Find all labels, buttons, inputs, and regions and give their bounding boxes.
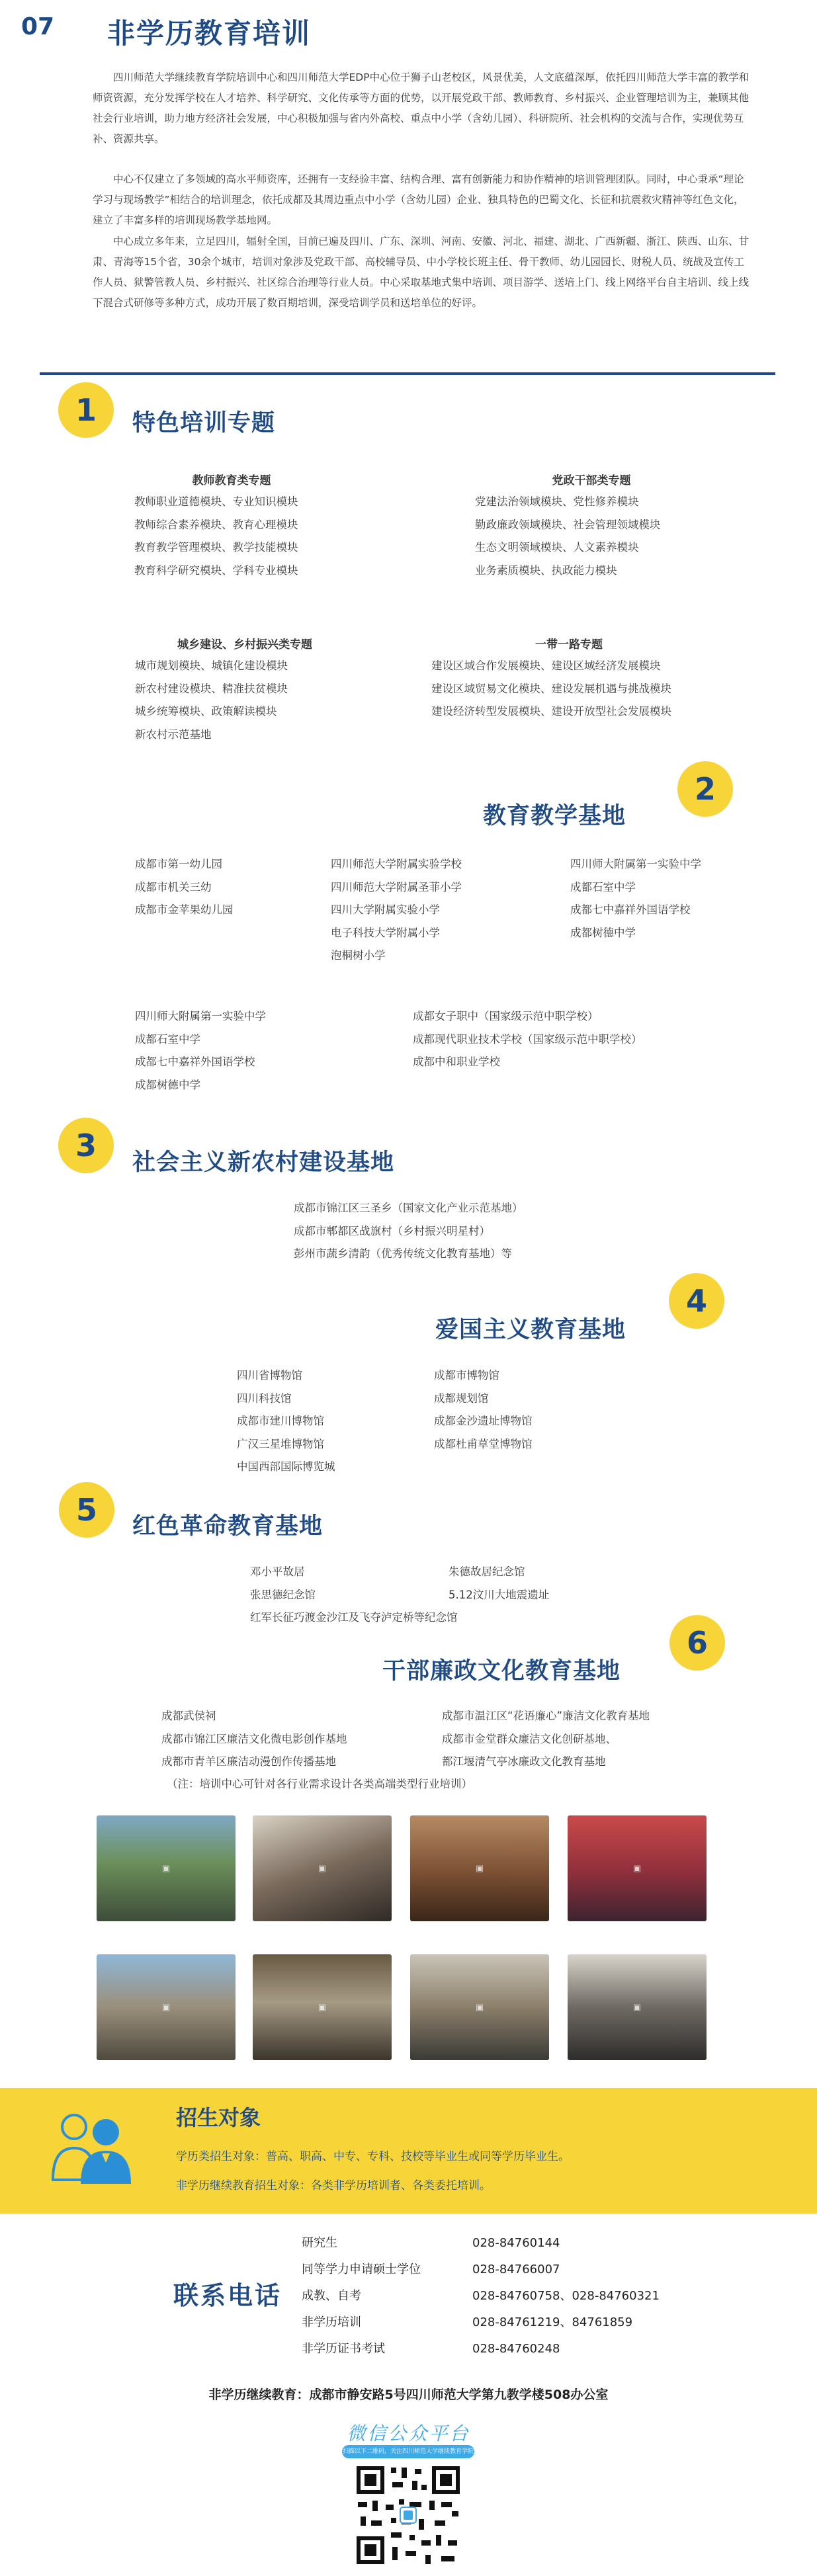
- students-icon: [46, 2107, 132, 2189]
- contact-row: [302, 2336, 660, 2362]
- contact-label: 非学历培训: [302, 2315, 361, 2329]
- list-item: 成都现代职业技术学校（国家级示范中职学校）: [413, 1032, 642, 1046]
- section-1-number-badge: 1: [58, 382, 114, 438]
- office-address: 非学历继续教育：成都市静安路5号四川师范大学第九教学楼508办公室: [208, 2388, 609, 2402]
- list-item: 成都市锦江区廉洁文化微电影创作基地: [161, 1732, 347, 1745]
- group-list-teacher-education: [134, 491, 298, 582]
- list-item: 成都石室中学: [135, 1032, 200, 1046]
- training-photo: [97, 1954, 236, 2060]
- section-3-number-badge: 3: [58, 1118, 114, 1173]
- list-item: 都江堰清气亭冰廉政文化教育基地: [442, 1755, 606, 1768]
- group-heading-party-cadre: 党政干部类专题: [552, 474, 631, 487]
- list-item: 成都市青羊区廉洁动漫创作传播基地: [161, 1755, 336, 1768]
- list-item: 党建法治领域模块、党性修养模块: [475, 495, 639, 508]
- photo-icon: ▣: [475, 2002, 484, 2013]
- list-item: 成都市金苹果幼儿园: [135, 903, 234, 916]
- list-item: 生态文明领域模块、人文素养模块: [475, 541, 639, 554]
- list-item: 勤政廉政领域模块、社会管理领域模块: [475, 518, 661, 531]
- list-item: 四川省博物馆: [237, 1369, 302, 1382]
- qr-code[interactable]: [353, 2462, 464, 2571]
- section-3-title: 社会主义新农村建设基地: [132, 1149, 395, 1176]
- training-note: （注：培训中心可针对各行业需求设计各类高端类型行业培训）: [167, 1778, 472, 1790]
- contact-row: [302, 2309, 660, 2336]
- list-item: 成都中和职业学校: [413, 1056, 500, 1068]
- list-item: 四川师范大学附属实验学校: [331, 858, 462, 870]
- intro-paragraph-3: 中心成立多年来，立足四川，辐射全国，目前已遍及四川、广东、深圳、河南、安徽、河北、福建、湖北、广西新疆、浙江、陕西、山东、甘肃、青海等15个省，30余个城市，培训对象涉及党政干部、高校辅导员、中小学校长班主任、骨干教师、幼儿园园长、财税人员、统战及宣传工作人员、狱警管教人员、乡村振兴、社区综合治理等行业人员。中心采取基地式集中培训、项目游学、送培上门、线上网络平台自主培训、线上线下混合式研修等多种方式，成功开展了数百期培训，深受培训学员和送培单位的好评。: [93, 235, 750, 309]
- page-title: 非学历教育培训: [107, 17, 312, 50]
- list-item: 成都规划馆: [434, 1392, 489, 1405]
- list-item: 成都女子职中（国家级示范中职学校）: [413, 1010, 599, 1022]
- contact-phone: 028-84760758、028-84760321: [472, 2289, 660, 2303]
- section-5-number-badge: 5: [59, 1482, 114, 1538]
- list-item: 建设经济转型发展模块、建设开放型社会发展模块: [431, 705, 671, 718]
- list-item: 泡桐树小学: [331, 949, 386, 962]
- list-item: 成都武侯祠: [161, 1710, 216, 1722]
- list-item: 四川师范大学附属圣菲小学: [331, 880, 462, 893]
- section-1-title: 特色培训专题: [132, 410, 276, 436]
- training-photo: [410, 1815, 549, 1921]
- list-item: 成都树德中学: [135, 1078, 200, 1091]
- list-item: 5.12汶川大地震遗址: [449, 1588, 550, 1601]
- wechat-title: 微信公众平台: [347, 2423, 470, 2444]
- enrollment-nondegree-line: 非学历继续教育招生对象：各类非学历培训者、各类委托培训。: [176, 2179, 491, 2192]
- base-list-patriotic-left: [237, 1364, 335, 1479]
- photo-icon: ▣: [161, 1863, 171, 1874]
- contact-label: 同等学力申请硕士学位: [302, 2263, 421, 2276]
- group-heading-belt-road: 一带一路专题: [535, 638, 603, 651]
- list-item: 成都树德中学: [570, 926, 636, 939]
- list-item: 新农村示范基地: [135, 727, 212, 741]
- contact-row: [302, 2230, 660, 2257]
- training-photo: [253, 1954, 392, 2060]
- list-item: 四川大学附属实验小学: [331, 903, 440, 916]
- section-2-title: 教育教学基地: [483, 803, 626, 829]
- section-4-number-badge: 4: [669, 1273, 724, 1329]
- photo-icon: ▣: [161, 2002, 171, 2013]
- base-list-patriotic-right: [434, 1364, 533, 1456]
- list-item: 教育科学研究模块、学科专业模块: [134, 563, 298, 577]
- list-item: 四川科技馆: [237, 1392, 292, 1405]
- group-list-urban-rural: [135, 655, 288, 746]
- list-item: 教师职业道德模块、专业知识模块: [134, 495, 298, 508]
- enrollment-title: 招生对象: [176, 2105, 261, 2130]
- training-photo: [568, 1815, 707, 1921]
- section-5-title: 红色革命教育基地: [132, 1513, 323, 1540]
- list-item: 成都市机关三幼: [135, 880, 212, 893]
- photo-icon: ▣: [632, 1863, 642, 1874]
- list-item: 成都市郫都区战旗村（乡村振兴明星村）: [294, 1224, 490, 1237]
- photo-icon: ▣: [318, 2002, 327, 2013]
- list-item: 成都市建川博物馆: [237, 1415, 324, 1427]
- base-list-new-countryside: [294, 1197, 523, 1266]
- contact-row: [302, 2257, 660, 2283]
- group-heading-teacher-education: 教师教育类专题: [192, 474, 271, 487]
- list-item: 新农村建设模块、精准扶贫模块: [135, 682, 288, 695]
- training-photo: [97, 1815, 236, 1921]
- list-item: 中国西部国际博览城: [237, 1460, 335, 1473]
- base-list-clean-gov-right: [442, 1705, 650, 1774]
- base-list-vocational-schools: [413, 1005, 642, 1074]
- contact-label: 研究生: [302, 2236, 337, 2250]
- list-item: 成都七中嘉祥外国语学校: [570, 903, 691, 916]
- list-item: 成都市金堂群众廉洁文化创研基地、: [442, 1732, 617, 1745]
- list-item: 成都市温江区“花语廉心”廉洁文化教育基地: [442, 1710, 650, 1722]
- photo-icon: ▣: [475, 1863, 484, 1874]
- list-item: 四川师大附属第一实验中学: [570, 858, 701, 870]
- list-item: 成都金沙遗址博物馆: [434, 1415, 533, 1427]
- list-item: 四川师大附属第一实验中学: [135, 1010, 266, 1022]
- photo-icon: ▣: [632, 2002, 642, 2013]
- list-item: 广汉三星堆博物馆: [237, 1437, 324, 1450]
- photo-icon: ▣: [318, 1863, 327, 1874]
- base-list-middle-schools-left: [135, 1005, 266, 1097]
- wechat-subtitle: 扫描以下二维码，关注四川师范大学继续教育学院: [342, 2445, 474, 2458]
- list-item: 成都七中嘉祥外国语学校: [135, 1056, 255, 1068]
- list-item: 建设区域合作发展模块、建设区域经济发展模块: [431, 659, 661, 672]
- contact-phone: 028-84761219、84761859: [472, 2315, 633, 2329]
- contact-phone: 028-84760248: [472, 2342, 560, 2356]
- list-item: 朱德故居纪念馆: [449, 1565, 525, 1578]
- group-heading-urban-rural: 城乡建设、乡村振兴类专题: [177, 638, 312, 651]
- contact-phone: 028-84760144: [472, 2236, 560, 2250]
- contact-row: [302, 2283, 660, 2309]
- base-list-red-right: [449, 1561, 549, 1606]
- base-list-clean-gov-left: [161, 1705, 347, 1774]
- intro-paragraph-2: 中心不仅建立了多领域的高水平师资库，还拥有一支经验丰富、结构合理、富有创新能力和协作精神的培训管理团队。同时，中心秉承“理论学习与现场教学”相结合的培训理念，依托成都及其周边重点中小学（含幼儿园）企业、独具特色的巴蜀文化、长征和抗震救灾精神等红色文化，建立了丰富多样的培训现场教学基地网。: [93, 173, 744, 226]
- page-number: 07: [21, 13, 55, 40]
- contact-phone-table: [302, 2230, 660, 2362]
- list-item: 成都杜甫草堂博物馆: [434, 1437, 533, 1450]
- section-divider: [40, 372, 775, 375]
- list-item: 业务素质模块、执政能力模块: [475, 563, 617, 577]
- list-item: 张思德纪念馆: [250, 1588, 316, 1601]
- contact-title: 联系电话: [173, 2281, 282, 2310]
- list-item: 教师综合素养模块、教育心理模块: [134, 518, 298, 531]
- group-list-party-cadre: [475, 491, 661, 582]
- list-item: 成都市博物馆: [434, 1369, 499, 1382]
- contact-phone: 028-84766007: [472, 2263, 560, 2276]
- section-6-number-badge: 6: [669, 1615, 725, 1671]
- list-item: 成都石室中学: [570, 880, 636, 893]
- list-item: 成都市锦江区三圣乡（国家文化产业示范基地）: [294, 1202, 523, 1214]
- base-list-red-left: [250, 1561, 458, 1630]
- base-list-primary-schools: [331, 853, 462, 968]
- list-item: 红军长征巧渡金沙江及飞夺泸定桥等纪念馆: [250, 1611, 458, 1624]
- training-photo: [568, 1954, 707, 2060]
- intro-paragraph-1: 四川师范大学继续教育学院培训中心和四川师范大学EDP中心位于狮子山老校区，风景优美，人文底蕴深厚，依托四川师范大学丰富的教学和师资资源，充分发挥学校在人才培养、科学研究、文化传承等方面的优势，以开展党政干部、教师教育、乡村振兴、企业管理培训为主，兼顾其他社会行业培训，助力地方经济社会发展，中心积极加强与省内外高校、重点中小学（含幼儿园）、科研院所、社会机构的交流与合作，实现优势互补、资源共享。: [93, 71, 750, 145]
- list-item: 邓小平故居: [250, 1565, 305, 1578]
- list-item: 城市规划模块、城镇化建设模块: [135, 659, 288, 672]
- list-item: 建设区域贸易文化模块、建设发展机遇与挑战模块: [431, 682, 671, 695]
- base-list-middle-schools-right: [570, 853, 701, 944]
- training-photo: [410, 1954, 549, 2060]
- section-2-number-badge: 2: [677, 761, 733, 817]
- enrollment-degree-line: 学历类招生对象：普高、职高、中专、专科、技校等毕业生或同等学历毕业生。: [176, 2150, 570, 2163]
- list-item: 城乡统筹模块、政策解读模块: [135, 705, 277, 718]
- contact-label: 成教、自考: [302, 2289, 361, 2303]
- section-4-title: 爱国主义教育基地: [435, 1317, 626, 1343]
- list-item: 教育教学管理模块、教学技能模块: [134, 541, 298, 554]
- list-item: 成都市第一幼儿园: [135, 858, 222, 870]
- list-item: 彭州市蔬乡清韵（优秀传统文化教育基地）等: [294, 1247, 512, 1260]
- contact-label: 非学历证书考试: [302, 2342, 385, 2356]
- training-photo: [253, 1815, 392, 1921]
- base-list-kindergartens: [135, 853, 234, 922]
- group-list-belt-road: [431, 655, 671, 724]
- list-item: 电子科技大学附属小学: [331, 926, 440, 939]
- section-6-title: 干部廉政文化教育基地: [382, 1658, 621, 1684]
